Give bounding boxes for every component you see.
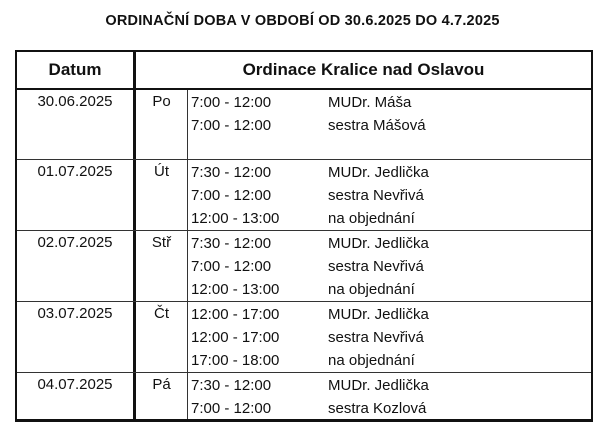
page-title: ORDINAČNÍ DOBA V OBDOBÍ OD 30.6.2025 DO 4.7.2025: [105, 13, 500, 29]
header-office: Ordinace Kralice nad Oslavou: [242, 60, 485, 79]
date-cell: 03.07.2025: [17, 302, 136, 372]
staff-name: MUDr. Jedlička: [328, 306, 429, 323]
staff-name: na objednání: [328, 352, 415, 369]
staff-name: sestra Mášová: [328, 117, 426, 134]
weekday-cell: Pá: [136, 373, 188, 419]
staff-name: MUDr. Jedlička: [328, 164, 429, 181]
time-range: 12:00 - 13:00: [191, 281, 280, 298]
staff-name: MUDr. Jedlička: [328, 377, 429, 394]
entry-line: [188, 305, 591, 328]
time-range: 7:30 - 12:00: [191, 377, 272, 394]
time-range: 7:00 - 12:00: [191, 400, 272, 417]
table-row: [17, 373, 591, 419]
table-row: [17, 90, 591, 160]
table-body: [17, 90, 591, 419]
table-row: [17, 302, 591, 373]
time-range: 12:00 - 17:00: [191, 306, 280, 323]
staff-name: sestra Nevřivá: [328, 187, 424, 204]
entry-line: [188, 93, 591, 116]
date-cell: 01.07.2025: [17, 160, 136, 230]
header-date: Datum: [17, 52, 136, 88]
time-range: 7:00 - 12:00: [191, 258, 272, 275]
weekday-cell: Stř: [136, 231, 188, 301]
time-range: 7:30 - 12:00: [191, 235, 272, 252]
entries-cell: [188, 90, 591, 159]
date-cell: 04.07.2025: [17, 373, 136, 419]
entry-line: [188, 328, 591, 351]
staff-name: na objednání: [328, 281, 415, 298]
staff-name: na objednání: [328, 210, 415, 227]
date-cell: 30.06.2025: [17, 90, 136, 159]
table-row: [17, 160, 591, 231]
entry-line: [188, 376, 591, 399]
entry-line: [188, 209, 591, 232]
time-range: 7:30 - 12:00: [191, 164, 272, 181]
staff-name: MUDr. Máša: [328, 94, 412, 111]
time-range: 12:00 - 17:00: [191, 329, 280, 346]
time-range: 12:00 - 13:00: [191, 210, 280, 227]
weekday-cell: Út: [136, 160, 188, 230]
time-range: 7:00 - 12:00: [191, 187, 272, 204]
time-range: 7:00 - 12:00: [191, 117, 272, 134]
entry-line: [188, 163, 591, 186]
entries-cell: [188, 231, 591, 301]
entry-line: [188, 280, 591, 303]
table-row: [17, 231, 591, 302]
entries-cell: [188, 302, 591, 372]
staff-name: MUDr. Jedlička: [328, 235, 429, 252]
staff-name: sestra Nevřivá: [328, 329, 424, 346]
entries-cell: [188, 160, 591, 230]
weekday-cell: Po: [136, 90, 188, 159]
entry-line: [188, 257, 591, 280]
entry-line: [188, 399, 591, 422]
entry-line: [188, 351, 591, 374]
time-range: 7:00 - 12:00: [191, 94, 272, 111]
table-header: [17, 52, 591, 90]
time-range: 17:00 - 18:00: [191, 352, 280, 369]
entry-line: [188, 116, 591, 139]
entry-line: [188, 234, 591, 257]
entries-cell: [188, 373, 591, 419]
entry-line: [188, 186, 591, 209]
weekday-cell: Čt: [136, 302, 188, 372]
staff-name: sestra Nevřivá: [328, 258, 424, 275]
schedule-table: [15, 50, 593, 422]
staff-name: sestra Kozlová: [328, 400, 427, 417]
date-cell: 02.07.2025: [17, 231, 136, 301]
